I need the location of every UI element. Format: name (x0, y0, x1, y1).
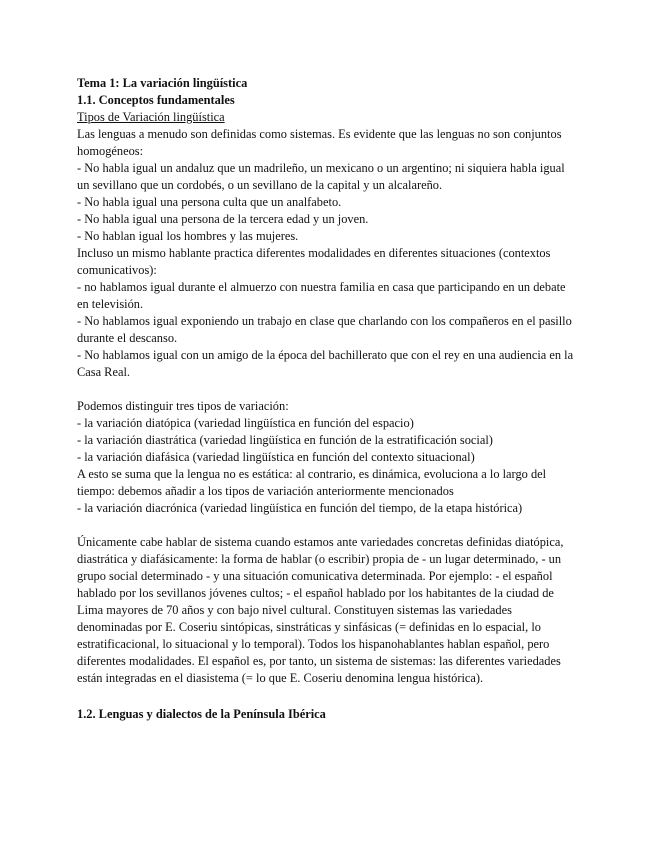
list-item-andaluz: - No habla igual un andaluz que un madrileño, un mexicano o un argentino; ni siquiera habla igual un sevillano que un cordobés, o un sevillano de la capital y un alcalareño. (77, 161, 565, 192)
list-item-clase: - No hablamos igual exponiendo un trabajo en clase que charlando con los compañeros en el pasillo durante el descanso. (77, 314, 572, 345)
list-item-almuerzo: - no hablamos igual durante el almuerzo con nuestra familia en casa que participando en un debate en televisión. (77, 280, 566, 311)
paragraph-sistema: Únicamente cabe hablar de sistema cuando estamos ante variedades concretas definidas diatópica, diastrática y diafásicamente: la forma de hablar (o escribir) propia de - un lugar determinado, - un grupo social determinado - y una situación comunicativa determinada. Por ejemplo: - el español hablado por los sevillanos jóvenes cultos; - el español hablado por los habitantes de la ciudad de Lima mayores de 70 años y con bajo nivel cultural. Constituyen sistemas las variedades denominadas por E. Coseriu sintópicas, sinstráticas y sinfásicas (= definidas en lo espacial, lo estratificacional, lo situacional y lo temporal). Todos los hispanohablantes hablan español, pero diferentes modalidades. El español es, por tanto, un sistema de sistemas: las diferentes variedades están integradas en el diasistema (= lo que E. Coseriu denomina lengua histórica). (77, 535, 564, 685)
list-item-rey: - No hablamos igual con un amigo de la época del bachillerato que con el rey en una audiencia en la Casa Real. (77, 348, 574, 379)
section-heading-conceptos: 1.1. Conceptos fundamentales (77, 93, 235, 107)
document-title: Tema 1: La variación lingüística (77, 76, 248, 90)
paragraph-mismo-hablante: Incluso un mismo hablante practica diferentes modalidades en diferentes situaciones (contextos comunicativos): (77, 246, 551, 277)
section-heading-lenguas-dialectos: 1.2. Lenguas y dialectos de la Península Ibérica (77, 707, 326, 721)
paragraph-spacer (77, 517, 577, 534)
paragraph-spacer (77, 381, 577, 398)
intro-paragraph: Las lenguas a menudo son definidas como sistemas. Es evidente que las lenguas no son conjuntos homogéneos: (77, 127, 562, 158)
document-page (77, 75, 577, 723)
list-item-diastratica: - la variación diastrática (variedad lingüística en función de la estratificación social) (77, 433, 493, 447)
list-item-edad: - No habla igual una persona de la tercera edad y un joven. (77, 212, 369, 226)
paragraph-lengua-dinamica: A esto se suma que la lengua no es estática: al contrario, es dinámica, evoluciona a lo largo del tiempo: debemos añadir a los tipos de variación anteriormente mencionados (77, 467, 547, 498)
list-item-diatopica: - la variación diatópica (variedad lingüística en función del espacio) (77, 416, 414, 430)
list-item-diacronica: - la variación diacrónica (variedad lingüística en función del tiempo, de la etapa histórica) (77, 501, 523, 515)
list-item-culta: - No habla igual una persona culta que un analfabeto. (77, 195, 342, 209)
paragraph-tres-tipos: Podemos distinguir tres tipos de variación: (77, 399, 289, 413)
list-item-hombres: - No hablan igual los hombres y las mujeres. (77, 229, 299, 243)
list-item-diafasica: - la variación diafásica (variedad lingüística en función del contexto situacional) (77, 450, 475, 464)
section-spacer (77, 687, 577, 706)
subheading-tipos-variacion: Tipos de Variación lingüística (77, 110, 225, 124)
